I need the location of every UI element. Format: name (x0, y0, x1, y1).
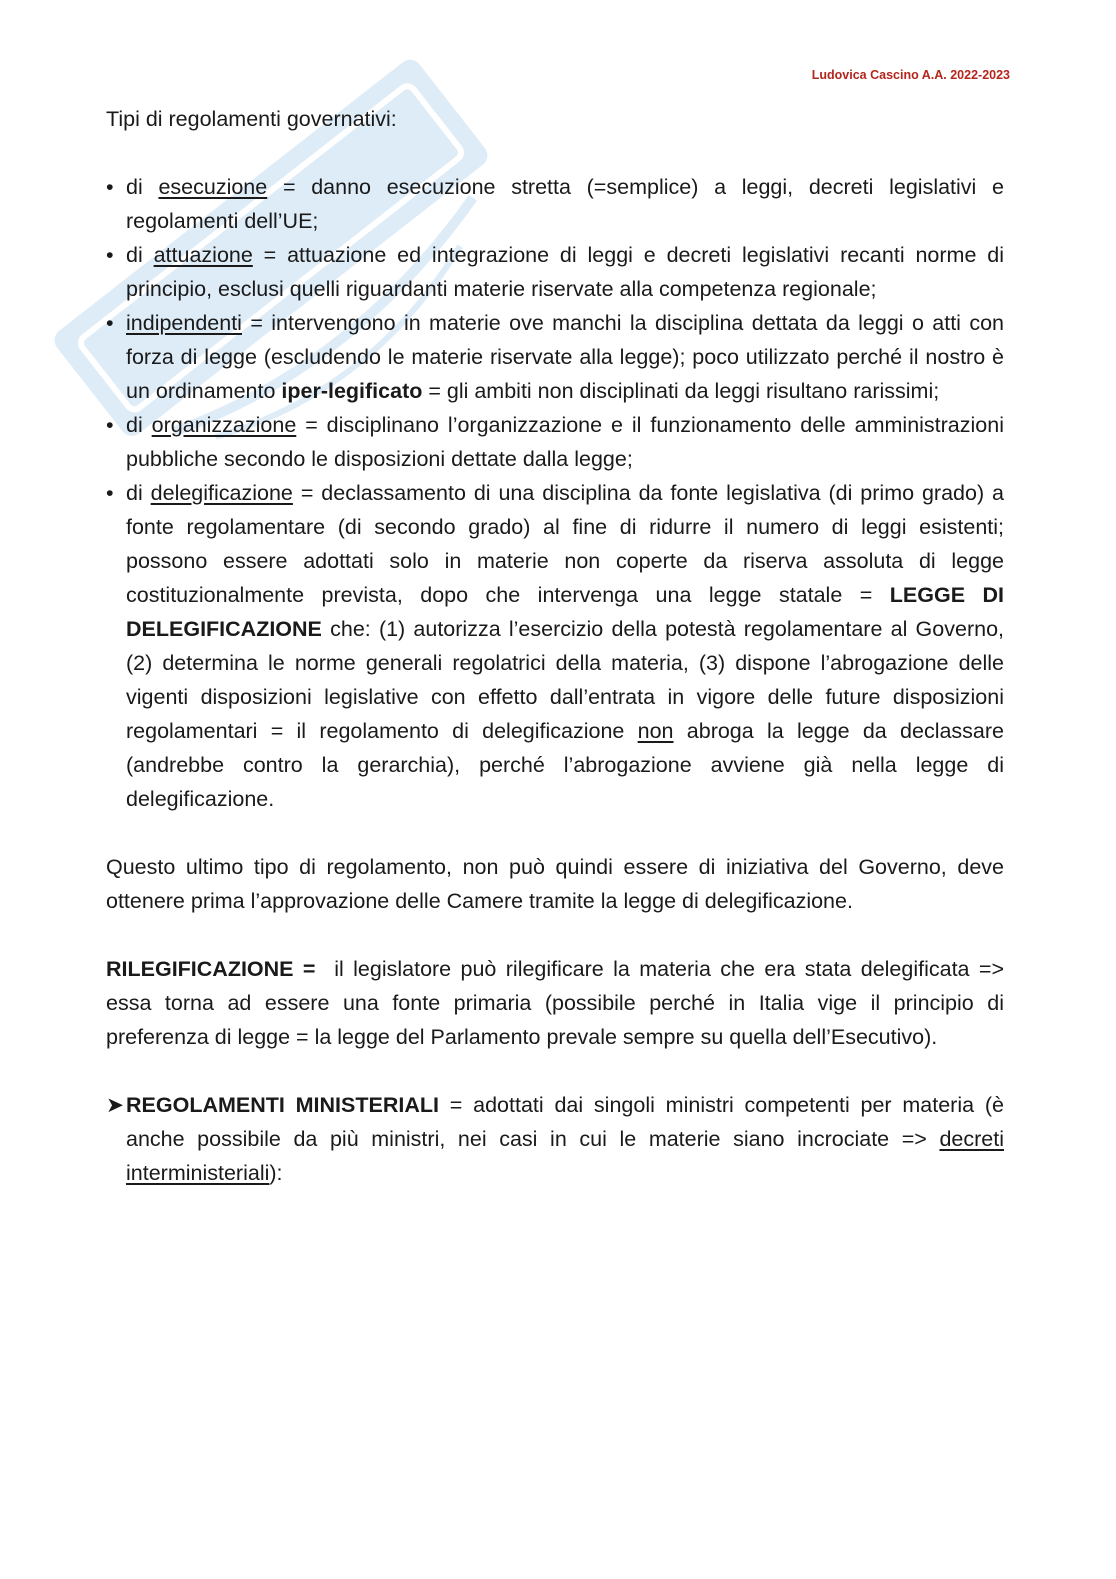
term: indipendenti (126, 311, 242, 335)
rilegificazione-paragraph: RILEGIFICAZIONE = il legislatore può rilegificare la materia che era stata delegificata => essa torna ad essere una fonte primaria (possibile perché in Italia vige il principio di preferenza di legge = la legge del Parlamento prevale sempre su quella dell’Esecutivo). (106, 957, 1010, 1049)
paragraph: Questo ultimo tipo di regolamento, non può quindi essere di iniziativa del Governo, deve ottenere prima l’approvazione delle Camere tramite la legge di delegificazione. (106, 855, 1004, 913)
term: attuazione (153, 243, 253, 267)
list-item: • indipendenti = intervengono in materie ove manchi la disciplina dettata da leggi o atti con forza di legge (escludendo le materie riservate alla legge); poco utilizzato perché il nostro è un ordinamento iper-legificato = gli ambiti non disciplinati da leggi risultano rarissimi; (106, 306, 1004, 408)
bold-term: REGOLAMENTI MINISTERIALI (126, 1093, 439, 1117)
document-body (106, 102, 1010, 1190)
ministeriali-item: ➤ REGOLAMENTI MINISTERIALI = adottati dai singoli ministri competenti per materia (è anche possibile da più ministri, nei casi in cui le materie siano incrociate => decreti interministeriali): (106, 1088, 1004, 1190)
bold-term: iper-legificato (281, 379, 423, 403)
bullet-icon: • (106, 311, 114, 335)
term: delegificazione (150, 481, 293, 505)
bold-term: RILEGIFICAZIONE = (106, 957, 316, 981)
underlined-term: decreti interministeriali (126, 1127, 1004, 1185)
regulation-types-list (106, 170, 1004, 816)
underlined-word: non (637, 719, 674, 743)
bullet-icon: • (106, 481, 114, 505)
bullet-icon: • (106, 175, 114, 199)
term: organizzazione (151, 413, 297, 437)
arrow-bullet-icon: ➤ (106, 1093, 125, 1117)
list-item: • di attuazione = attuazione ed integrazione di leggi e decreti legislativi recanti norme di principio, esclusi quelli riguardanti materie riservate alla competenza regionale; (106, 238, 1004, 306)
list-item: • di esecuzione = danno esecuzione stretta (=semplice) a leggi, decreti legislativi e regolamenti dell’UE; (106, 170, 1004, 238)
page-header: Ludovica Cascino A.A. 2022-2023 (811, 68, 1010, 82)
term: esecuzione (158, 175, 268, 199)
bullet-icon: • (106, 413, 114, 437)
list-item: • di delegificazione = declassamento di una disciplina da fonte legislativa (di primo grado) a fonte regolamentare (di secondo grado) al fine di ridurre il numero di leggi esistenti; possono essere adottati solo in materie non coperte da riserva assoluta di legge costituzionalmente prevista, dopo che intervenga una legge statale = LEGGE DI DELEGIFICAZIONE che: (1) autorizza l’esercizio della potestà regolamentare al Governo, (2) determina le norme generali regolatrici della materia, (3) dispone l’abrogazione delle vigenti disposizioni legislative con effetto dall’entrata in vigore delle future disposizioni regolamentari = il regolamento di delegificazione non abroga la legge da declassare (andrebbe contro la gerarchia), perché l’abrogazione avviene già nella legge di delegificazione. (106, 476, 1004, 816)
list-item: • di organizzazione = disciplinano l’organizzazione e il funzionamento delle amministrazioni pubbliche secondo le disposizioni dettate dalla legge; (106, 408, 1004, 476)
intro-line: Tipi di regolamenti governativi: (106, 107, 397, 131)
bullet-icon: • (106, 243, 114, 267)
bold-term: LEGGE DI DELEGIFICAZIONE (126, 583, 1005, 641)
